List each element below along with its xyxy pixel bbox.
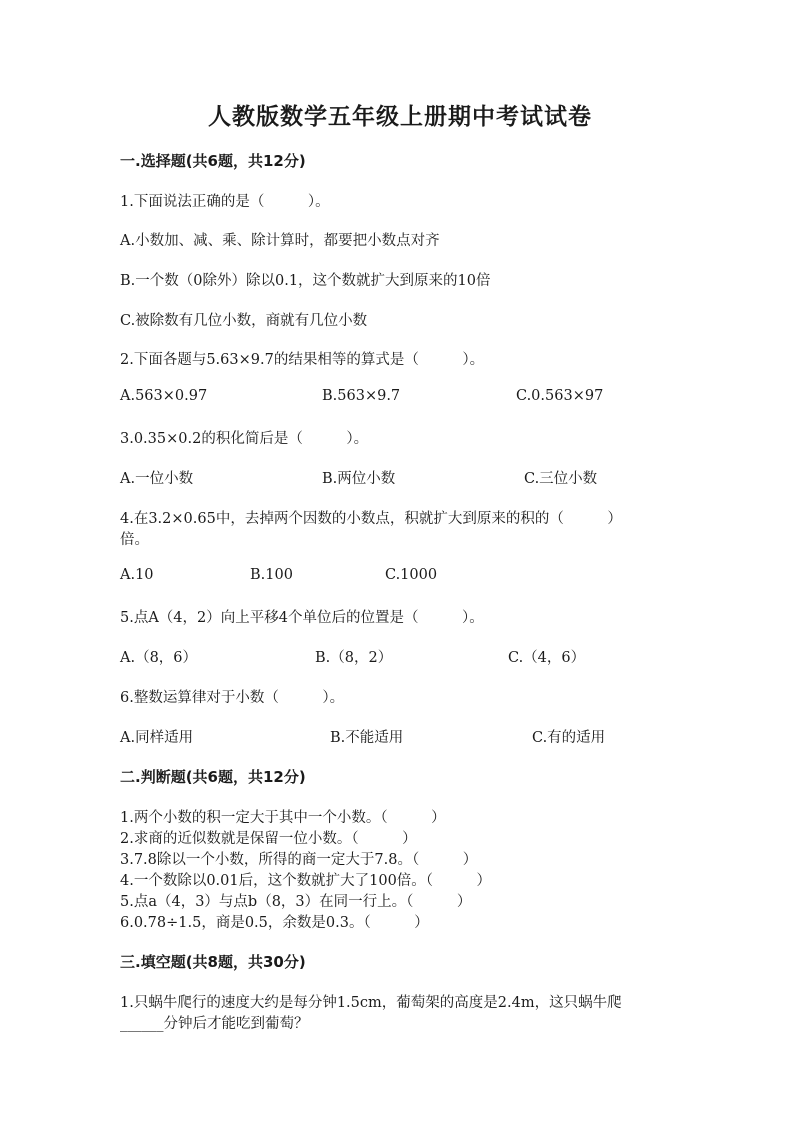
- question-4-option-a: A.10: [120, 567, 154, 583]
- question-6-option-c: C.有的适用: [532, 730, 606, 746]
- question-2-option-b: B.563×9.7: [322, 388, 401, 404]
- judgment-item-2: 2.求商的近似数就是保留一位小数。（ ）: [120, 831, 417, 847]
- question-4-option-b: B.100: [250, 567, 293, 583]
- question-4-stem-line-1: 4.在3.2×0.65中，去掉两个因数的小数点，积就扩大到原来的积的（ ）: [120, 511, 622, 527]
- section-heading-fill-in: 三.填空题(共8题，共30分): [120, 953, 306, 971]
- question-5-option-b: B.（8，2）: [315, 650, 393, 666]
- question-6-option-a: A.同样适用: [120, 730, 194, 746]
- judgment-item-1: 1.两个小数的积一定大于其中一个小数。（ ）: [120, 810, 446, 826]
- question-5-stem: 5.点A（4，2）向上平移4个单位后的位置是（ ）。: [120, 610, 484, 626]
- question-4-option-c: C.1000: [385, 567, 438, 583]
- question-4-stem-line-2: 倍。: [120, 532, 149, 548]
- question-5-option-c: C.（4，6）: [508, 650, 586, 666]
- judgment-item-6: 6.0.78÷1.5，商是0.5，余数是0.3。（ ）: [120, 915, 429, 931]
- section-heading-true-false: 二.判断题(共6题，共12分): [120, 768, 306, 786]
- question-1-option-b: B.一个数（0除外）除以0.1，这个数就扩大到原来的10倍: [120, 273, 491, 289]
- judgment-item-4: 4.一个数除以0.01后，这个数就扩大了100倍。（ ）: [120, 873, 492, 889]
- question-1-option-a: A.小数加、减、乘、除计算时，都要把小数点对齐: [120, 233, 440, 249]
- question-3-option-b: B.两位小数: [322, 471, 396, 487]
- question-1-stem: 1.下面说法正确的是（ ）。: [120, 194, 330, 210]
- question-2-stem: 2.下面各题与5.63×9.7的结果相等的算式是（ ）。: [120, 352, 485, 368]
- page-title: 人教版数学五年级上册期中考试试卷: [208, 104, 592, 130]
- question-2-option-c: C.0.563×97: [516, 388, 604, 404]
- judgment-item-5: 5.点a（4，3）与点b（8，3）在同一行上。（ ）: [120, 894, 472, 910]
- fill-question-1-line-1: 1.只蜗牛爬行的速度大约是每分钟1.5cm，葡萄架的高度是2.4m，这只蜗牛爬: [120, 995, 622, 1011]
- question-3-option-a: A.一位小数: [120, 471, 194, 487]
- question-5-option-a: A.（8，6）: [120, 650, 198, 666]
- fill-question-1-line-2: ______分钟后才能吃到葡萄？: [120, 1016, 309, 1032]
- judgment-item-3: 3.7.8除以一个小数，所得的商一定大于7.8。（ ）: [120, 852, 478, 868]
- question-3-option-c: C.三位小数: [524, 471, 598, 487]
- question-6-stem: 6.整数运算律对于小数（ ）。: [120, 690, 345, 706]
- question-6-option-b: B.不能适用: [330, 730, 404, 746]
- question-3-stem: 3.0.35×0.2的积化简后是（ ）。: [120, 431, 369, 447]
- question-1-option-c: C.被除数有几位小数，商就有几位小数: [120, 313, 368, 329]
- question-2-option-a: A.563×0.97: [120, 388, 208, 404]
- section-heading-multiple-choice: 一.选择题(共6题，共12分): [120, 152, 306, 170]
